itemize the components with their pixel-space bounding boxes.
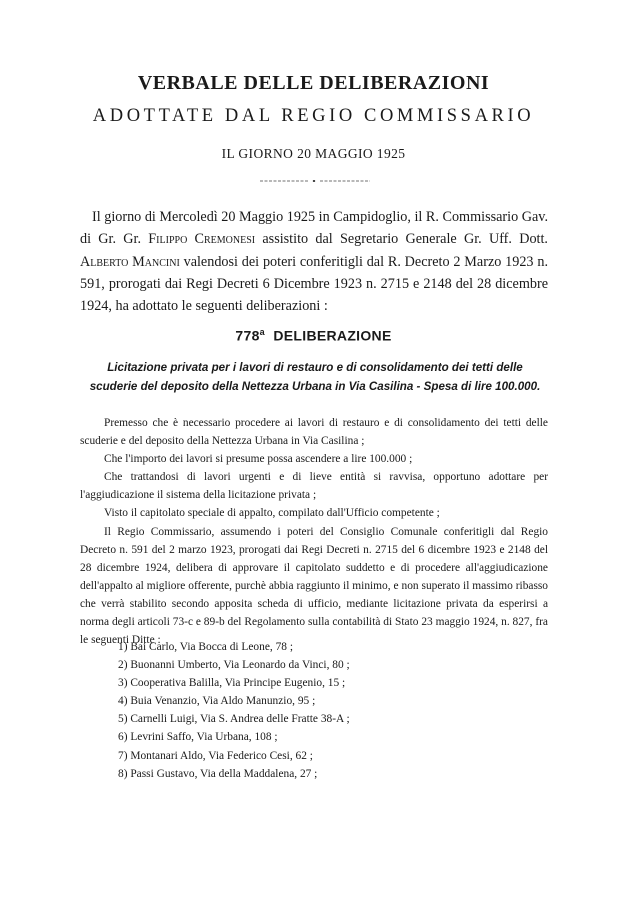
body-paragraph: Che l'importo dei lavori si presume possa ascendere a lire 100.000 ;	[104, 453, 413, 466]
segretario-name: Alberto Mancini	[80, 253, 180, 270]
body-paragraph: Il Regio Commissario, assumendo i poteri del Consiglio Comunale conferitigli dal Regio Decreto n. 591 del 2 marzo 1923, prorogati dai Regi Decreti n. 2715 del 6 dicembre 1923 e 2148 del 28 dicembre 1924, delibera di approvare il capitolato suddetto e di procedere all'aggiudicazione dell'appalto al migliore offerente, purchè abbia raggiunto il minimo, e non superato il massimo ribasso che verrà stabilito secondo apposita scheda di ufficio, mediante licitazione privata da esperirsi a norma degli articoli 73-c e 89-b del Regolamento sulla contabilità di Stato 23 maggio 1924, n. 827, fra le seguenti Ditte :	[80, 525, 548, 647]
document-title: VERBALE DELLE DELIBERAZIONI	[137, 72, 490, 94]
list-item: 3) Cooperativa Balilla, Via Principe Eugenio, 15 ;	[118, 677, 346, 690]
deliberation-label: DELIBERAZIONE	[273, 327, 392, 344]
list-item: 5) Carnelli Luigi, Via S. Andrea delle Fratte 38-A ;	[118, 713, 350, 726]
list-item: 8) Passi Gustavo, Via della Maddalena, 27 ;	[118, 767, 318, 780]
deliberation-heading	[0, 327, 627, 344]
list-item: 2) Buonanni Umberto, Via Leonardo da Vinci, 80 ;	[118, 659, 350, 672]
intro-paragraph	[80, 206, 548, 317]
date-line: IL GIORNO 20 MAGGIO 1925	[221, 146, 406, 161]
intro-text-3: valendosi dei poteri conferitigli dal R. Decreto 2 Marzo 1923 n. 591, prorogati dai Regi Decreti 6 Dicembre 1923 n. 2715 e 2148 del 28 dicembre 1924, ha adottato le seguenti deliberazioni :	[80, 253, 548, 315]
list-item: 6) Levrini Saffo, Via Urbana, 108 ;	[118, 731, 278, 744]
deliberation-body	[80, 414, 548, 649]
intro-text-1: Il giorno di Mercoledì 20 Maggio 1925 in Campidoglio, il R. Commissario Gav. di Gr. Gr.	[80, 209, 548, 248]
list-item: 7) Montanari Aldo, Via Federico Cesi, 62 ;	[118, 749, 313, 762]
firms-list	[118, 638, 548, 783]
intro-text-2: assistito dal Segretario Generale Gr. Uff. Dott.	[255, 231, 548, 248]
deliberation-subject: Licitazione privata per i lavori di restauro e di consolidamento dei tetti delle scuderie del deposito della Nettezza Urbana in Via Casilina - Spesa di lire 100.000.	[89, 361, 541, 393]
body-paragraph: Premesso che è necessario procedere ai lavori di restauro e di consolidamento dei tetti delle scuderie e del deposito della Nettezza Urbana in Via Casilina ;	[80, 417, 548, 448]
deliberation-number: 778	[235, 327, 260, 344]
deliberation-number-sup: a	[259, 327, 265, 337]
commissario-name: Filippo Cremonesi	[148, 231, 256, 248]
list-item: 4) Buia Venanzio, Via Aldo Manunzio, 95 ;	[118, 695, 316, 708]
list-item: 1) Bai Carlo, Via Bocca di Leone, 78 ;	[118, 641, 293, 653]
body-paragraph: Che trattandosi di lavori urgenti e di lieve entità si ravvisa, opportuno adottare per l'aggiudicazione il sistema della licitazione privata ;	[80, 471, 548, 502]
ornamental-divider	[260, 180, 370, 182]
body-paragraph: Visto il capitolato speciale di appalto, compilato dall'Ufficio competente ;	[104, 507, 440, 520]
document-subtitle: ADOTTATE DAL REGIO COMMISSARIO	[92, 106, 535, 126]
